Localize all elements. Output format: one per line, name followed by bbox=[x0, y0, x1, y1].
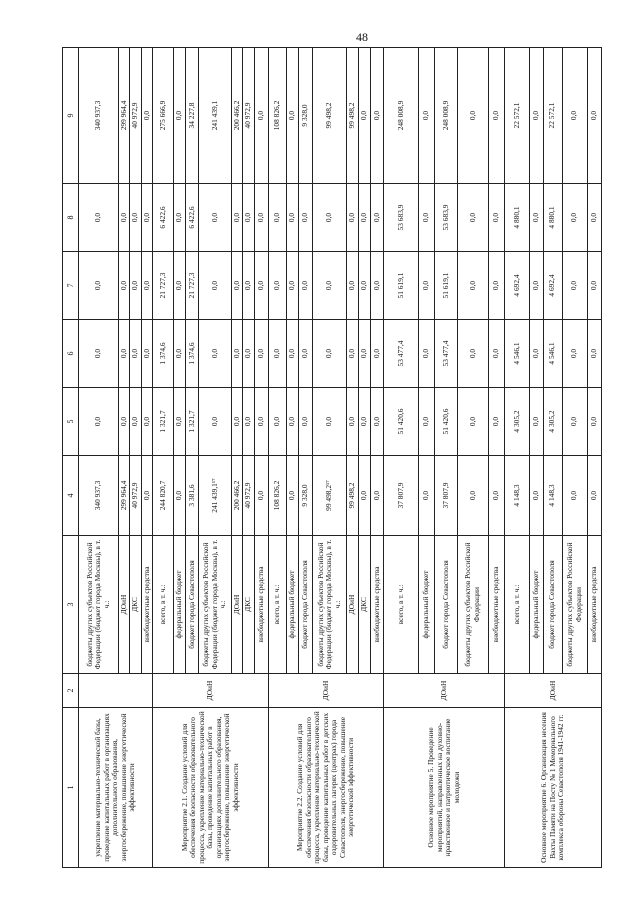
value-cell: 108 826,2 bbox=[268, 48, 287, 184]
value-cell: 0,0 bbox=[488, 252, 504, 320]
value-cell: 0,0 bbox=[347, 252, 359, 320]
value-cell: 0,0 bbox=[268, 184, 287, 252]
value-cell: 0,0 bbox=[130, 320, 142, 388]
value-cell: 0,0 bbox=[370, 48, 384, 184]
value-cell: 0,0 bbox=[254, 456, 268, 536]
value-cell: 0,0 bbox=[370, 388, 384, 456]
value-cell: 0,0 bbox=[287, 184, 299, 252]
value-cell: 0,0 bbox=[587, 320, 601, 388]
value-cell: 0,0 bbox=[562, 456, 587, 536]
value-cell: 0,0 bbox=[347, 388, 359, 456]
measure-name: Основное мероприятие 6. Организация несения Вахты Памяти на Посту № 1 Мемориального комплекса обороны Севастополя 1941-1942 гг. bbox=[504, 708, 601, 868]
funding-source: бюджеты других субъектов Российской Федерации (бюджет города Москвы), в т. ч.: bbox=[79, 536, 118, 674]
value-cell: 0,0 bbox=[562, 388, 587, 456]
value-cell: 0,0 bbox=[312, 184, 347, 252]
value-cell: 0,0 bbox=[298, 252, 312, 320]
value-cell: 0,0 bbox=[254, 320, 268, 388]
value-cell: 0,0 bbox=[231, 320, 243, 388]
value-cell: 0,0 bbox=[458, 184, 488, 252]
value-cell: 4 148,3 bbox=[544, 456, 563, 536]
value-cell: 1 321,7 bbox=[185, 388, 199, 456]
value-cell: 0,0 bbox=[231, 252, 243, 320]
value-cell: 0,0 bbox=[488, 388, 504, 456]
value-cell: 53 477,4 bbox=[435, 320, 458, 388]
value-cell: 0,0 bbox=[287, 388, 299, 456]
value-cell: 0,0 bbox=[174, 320, 186, 388]
value-cell: 0,0 bbox=[174, 48, 186, 184]
value-cell: 0,0 bbox=[79, 388, 118, 456]
value-cell: 299 964,4 bbox=[118, 48, 130, 184]
funding-source: федеральный бюджет bbox=[419, 536, 435, 674]
value-cell: 37 807,9 bbox=[384, 456, 419, 536]
value-cell: 0,0 bbox=[79, 184, 118, 252]
value-cell: 4 546,1 bbox=[544, 320, 563, 388]
funding-source: бюджеты других субъектов Российской Федерации (бюджет города Москвы), в т. ч.: bbox=[312, 536, 347, 674]
value-cell: 0,0 bbox=[488, 48, 504, 184]
value-cell: 4 880,1 bbox=[504, 184, 529, 252]
value-cell: 99 498,2 bbox=[312, 48, 347, 184]
value-cell: 0,0 bbox=[419, 388, 435, 456]
table-row bbox=[153, 48, 174, 868]
header-cell: 9 bbox=[63, 48, 79, 184]
value-cell: 9 328,0 bbox=[298, 48, 312, 184]
rotated-table-container bbox=[62, 48, 602, 868]
value-cell: 0,0 bbox=[458, 388, 488, 456]
value-cell: 0,0 bbox=[370, 320, 384, 388]
value-cell: 0,0 bbox=[312, 252, 347, 320]
value-cell: 6 422,6 bbox=[185, 184, 199, 252]
value-cell: 248 008,9 bbox=[384, 48, 419, 184]
value-cell: 0,0 bbox=[174, 184, 186, 252]
value-cell: 0,0 bbox=[587, 48, 601, 184]
value-cell: 37 807,9 bbox=[435, 456, 458, 536]
funding-source: внебюджетные средства bbox=[488, 536, 504, 674]
executor: ДОиН bbox=[384, 674, 504, 708]
value-cell: 0,0 bbox=[562, 320, 587, 388]
funding-source: федеральный бюджет bbox=[530, 536, 544, 674]
table-row bbox=[79, 48, 118, 868]
value-cell: 22 572,1 bbox=[544, 48, 563, 184]
value-cell: 0,0 bbox=[587, 388, 601, 456]
value-cell: 0,0 bbox=[562, 184, 587, 252]
value-cell: 53 683,9 bbox=[384, 184, 419, 252]
value-cell: 4 148,3 bbox=[504, 456, 529, 536]
value-cell: 0,0 bbox=[268, 320, 287, 388]
value-cell: 0,0 bbox=[141, 456, 153, 536]
measure-name: укрепление материально-технической базы, проведение капитальных работ в организациях дополнительного образования, энергосбережение, повышение энергетической эффективности bbox=[79, 708, 153, 868]
value-cell: 241 439,1 bbox=[199, 48, 231, 184]
value-cell: 22 572,1 bbox=[504, 48, 529, 184]
value-cell: 0,0 bbox=[231, 388, 243, 456]
value-cell: 4 305,2 bbox=[544, 388, 563, 456]
funding-source: федеральный бюджет bbox=[287, 536, 299, 674]
header-cell: 1 bbox=[63, 708, 79, 868]
page-number: 48 bbox=[356, 30, 368, 44]
value-cell: 0,0 bbox=[530, 184, 544, 252]
value-cell: 340 937,3 bbox=[79, 456, 118, 536]
value-cell: 0,0 bbox=[141, 388, 153, 456]
value-cell: 0,0 bbox=[199, 320, 231, 388]
funding-source: бюджеты других субъектов Российской Федерации (бюджет города Москвы), в т. ч.: bbox=[199, 536, 231, 674]
value-cell: 0,0 bbox=[587, 456, 601, 536]
value-cell: 0,0 bbox=[488, 456, 504, 536]
table-body bbox=[63, 48, 602, 868]
value-cell: 0,0 bbox=[488, 184, 504, 252]
value-cell: 21 727,3 bbox=[185, 252, 199, 320]
value-cell: 53 477,4 bbox=[384, 320, 419, 388]
value-cell: 244 820,7 bbox=[153, 456, 174, 536]
value-cell: 0,0 bbox=[359, 48, 371, 184]
measure-name: Мероприятие 2.2. Создание условий для обеспечения безопасности образовательного процесса, укрепление материально-технической базы, проведение капитальных работ в детских оздоровительных лагерях (центрах) города Севастополя, энергосбережение, повышение энергетической эффективности bbox=[268, 708, 384, 868]
funding-source: бюджет города Севастополя bbox=[435, 536, 458, 674]
value-cell: 0,0 bbox=[370, 252, 384, 320]
table-row bbox=[384, 48, 419, 868]
value-cell: 0,0 bbox=[287, 456, 299, 536]
value-cell: 299 964,4 bbox=[118, 456, 130, 536]
value-cell: 0,0 bbox=[530, 388, 544, 456]
value-cell: 0,0 bbox=[141, 48, 153, 184]
value-cell: 200 466,2 bbox=[231, 456, 243, 536]
value-cell: 0,0 bbox=[141, 320, 153, 388]
value-cell: 9 328,0 bbox=[298, 456, 312, 536]
funding-source: внебюджетные средства bbox=[254, 536, 268, 674]
measure-name: Мероприятие 2.1. Создание условий для обеспечения безопасности образовательного процесса, укрепление материально-технической базы, проведение капитальных работ в организациях дополнительного образования, энергосбережение, повышение энергетической эффективности bbox=[153, 708, 269, 868]
value-cell: 275 666,9 bbox=[153, 48, 174, 184]
value-cell: 0,0 bbox=[370, 184, 384, 252]
value-cell: 0,0 bbox=[530, 252, 544, 320]
value-cell: 0,0 bbox=[79, 252, 118, 320]
funding-source: бюджеты других субъектов Российской Федерации bbox=[562, 536, 587, 674]
table-row bbox=[268, 48, 287, 868]
header-cell: 8 bbox=[63, 184, 79, 252]
value-cell: 0,0 bbox=[268, 252, 287, 320]
header-row bbox=[63, 48, 79, 868]
value-cell: 0,0 bbox=[130, 252, 142, 320]
value-cell: 0,0 bbox=[370, 456, 384, 536]
value-cell: 99 498,2 bbox=[347, 48, 359, 184]
funding-source: бюджет города Севастополя bbox=[298, 536, 312, 674]
value-cell: 0,0 bbox=[268, 388, 287, 456]
executor: ДОиН bbox=[153, 674, 269, 708]
value-cell: 0,0 bbox=[243, 184, 255, 252]
value-cell: 0,0 bbox=[530, 320, 544, 388]
header-cell: 7 bbox=[63, 252, 79, 320]
value-cell: 40 972,9 bbox=[130, 48, 142, 184]
funding-source: всего, в т. ч.: bbox=[504, 536, 529, 674]
header-cell: 4 bbox=[63, 456, 79, 536]
value-cell: 99 498,2 bbox=[347, 456, 359, 536]
value-cell: 0,0 bbox=[79, 320, 118, 388]
value-cell: 0,0 bbox=[141, 184, 153, 252]
value-cell: 1 321,7 bbox=[153, 388, 174, 456]
value-cell: 0,0 bbox=[254, 184, 268, 252]
header-cell: 3 bbox=[63, 536, 79, 674]
value-cell: 0,0 bbox=[254, 388, 268, 456]
value-cell: 0,0 bbox=[287, 252, 299, 320]
value-cell: 0,0 bbox=[174, 252, 186, 320]
funding-source: федеральный бюджет bbox=[174, 536, 186, 674]
value-cell: 0,0 bbox=[458, 456, 488, 536]
value-cell: 99 498,2¹⁷ bbox=[312, 456, 347, 536]
value-cell: 0,0 bbox=[347, 320, 359, 388]
value-cell: 0,0 bbox=[298, 184, 312, 252]
executor: ДОиН bbox=[268, 674, 384, 708]
value-cell: 0,0 bbox=[587, 184, 601, 252]
value-cell: 0,0 bbox=[359, 320, 371, 388]
value-cell: 0,0 bbox=[254, 48, 268, 184]
value-cell: 0,0 bbox=[359, 456, 371, 536]
header-cell: 6 bbox=[63, 320, 79, 388]
funding-source: внебюджетные средства bbox=[587, 536, 601, 674]
funding-source: ДОиН bbox=[231, 536, 243, 674]
value-cell: 108 826,2 bbox=[268, 456, 287, 536]
value-cell: 0,0 bbox=[199, 184, 231, 252]
value-cell: 4 305,2 bbox=[504, 388, 529, 456]
value-cell: 0,0 bbox=[419, 252, 435, 320]
value-cell: 51 420,6 bbox=[384, 388, 419, 456]
value-cell: 40 972,9 bbox=[243, 48, 255, 184]
measure-name: Основное мероприятие 5. Проведение мероприятий, направленных на духовно-нравственное и патриотическое воспитание молодежи bbox=[384, 708, 504, 868]
funding-source: всего, в т. ч.: bbox=[268, 536, 287, 674]
value-cell: 248 008,9 bbox=[435, 48, 458, 184]
funding-source: ДКС bbox=[243, 536, 255, 674]
value-cell: 0,0 bbox=[359, 252, 371, 320]
budget-table bbox=[62, 47, 602, 868]
value-cell: 1 374,6 bbox=[185, 320, 199, 388]
value-cell: 0,0 bbox=[488, 320, 504, 388]
value-cell: 200 466,2 bbox=[231, 48, 243, 184]
executor bbox=[79, 674, 153, 708]
value-cell: 340 937,3 bbox=[79, 48, 118, 184]
value-cell: 4 546,1 bbox=[504, 320, 529, 388]
value-cell: 0,0 bbox=[419, 48, 435, 184]
value-cell: 0,0 bbox=[312, 320, 347, 388]
value-cell: 0,0 bbox=[562, 252, 587, 320]
funding-source: бюджеты других субъектов Российской Федерации bbox=[458, 536, 488, 674]
funding-source: внебюджетные средства bbox=[141, 536, 153, 674]
value-cell: 0,0 bbox=[141, 252, 153, 320]
funding-source: ДКС bbox=[130, 536, 142, 674]
value-cell: 0,0 bbox=[199, 388, 231, 456]
value-cell: 1 374,6 bbox=[153, 320, 174, 388]
value-cell: 0,0 bbox=[174, 388, 186, 456]
value-cell: 0,0 bbox=[359, 184, 371, 252]
value-cell: 0,0 bbox=[118, 184, 130, 252]
value-cell: 0,0 bbox=[118, 320, 130, 388]
value-cell: 0,0 bbox=[199, 252, 231, 320]
value-cell: 34 227,8 bbox=[185, 48, 199, 184]
value-cell: 0,0 bbox=[243, 252, 255, 320]
value-cell: 0,0 bbox=[174, 456, 186, 536]
value-cell: 4 692,4 bbox=[504, 252, 529, 320]
value-cell: 53 683,9 bbox=[435, 184, 458, 252]
value-cell: 0,0 bbox=[254, 252, 268, 320]
value-cell: 0,0 bbox=[231, 184, 243, 252]
value-cell: 0,0 bbox=[243, 320, 255, 388]
value-cell: 0,0 bbox=[458, 252, 488, 320]
funding-source: бюджет города Севастополя bbox=[544, 536, 563, 674]
executor: ДОиН bbox=[504, 674, 601, 708]
value-cell: 0,0 bbox=[458, 320, 488, 388]
value-cell: 4 692,4 bbox=[544, 252, 563, 320]
value-cell: 0,0 bbox=[419, 456, 435, 536]
table-row bbox=[504, 48, 529, 868]
value-cell: 0,0 bbox=[530, 48, 544, 184]
value-cell: 4 880,1 bbox=[544, 184, 563, 252]
value-cell: 6 422,6 bbox=[153, 184, 174, 252]
value-cell: 0,0 bbox=[587, 252, 601, 320]
value-cell: 40 972,9 bbox=[243, 456, 255, 536]
funding-source: внебюджетные средства bbox=[370, 536, 384, 674]
value-cell: 21 727,3 bbox=[153, 252, 174, 320]
header-cell: 5 bbox=[63, 388, 79, 456]
value-cell: 51 619,1 bbox=[384, 252, 419, 320]
value-cell: 40 972,9 bbox=[130, 456, 142, 536]
funding-source: ДКС bbox=[359, 536, 371, 674]
funding-source: всего, в т. ч.: bbox=[384, 536, 419, 674]
value-cell: 0,0 bbox=[458, 48, 488, 184]
funding-source: бюджет города Севастополя bbox=[185, 536, 199, 674]
value-cell: 0,0 bbox=[347, 184, 359, 252]
funding-source: ДОиН bbox=[118, 536, 130, 674]
value-cell: 0,0 bbox=[562, 48, 587, 184]
value-cell: 51 420,6 bbox=[435, 388, 458, 456]
value-cell: 3 381,6 bbox=[185, 456, 199, 536]
value-cell: 0,0 bbox=[130, 184, 142, 252]
funding-source: ДОиН bbox=[347, 536, 359, 674]
value-cell: 0,0 bbox=[419, 320, 435, 388]
value-cell: 0,0 bbox=[530, 456, 544, 536]
value-cell: 0,0 bbox=[312, 388, 347, 456]
funding-source: всего, в т. ч.: bbox=[153, 536, 174, 674]
value-cell: 0,0 bbox=[118, 252, 130, 320]
value-cell: 0,0 bbox=[298, 388, 312, 456]
value-cell: 0,0 bbox=[298, 320, 312, 388]
value-cell: 0,0 bbox=[419, 184, 435, 252]
value-cell: 0,0 bbox=[287, 48, 299, 184]
value-cell: 0,0 bbox=[359, 388, 371, 456]
value-cell: 0,0 bbox=[287, 320, 299, 388]
value-cell: 51 619,1 bbox=[435, 252, 458, 320]
value-cell: 0,0 bbox=[118, 388, 130, 456]
value-cell: 241 439,1¹⁷ bbox=[199, 456, 231, 536]
header-cell: 2 bbox=[63, 674, 79, 708]
value-cell: 0,0 bbox=[130, 388, 142, 456]
value-cell: 0,0 bbox=[243, 388, 255, 456]
